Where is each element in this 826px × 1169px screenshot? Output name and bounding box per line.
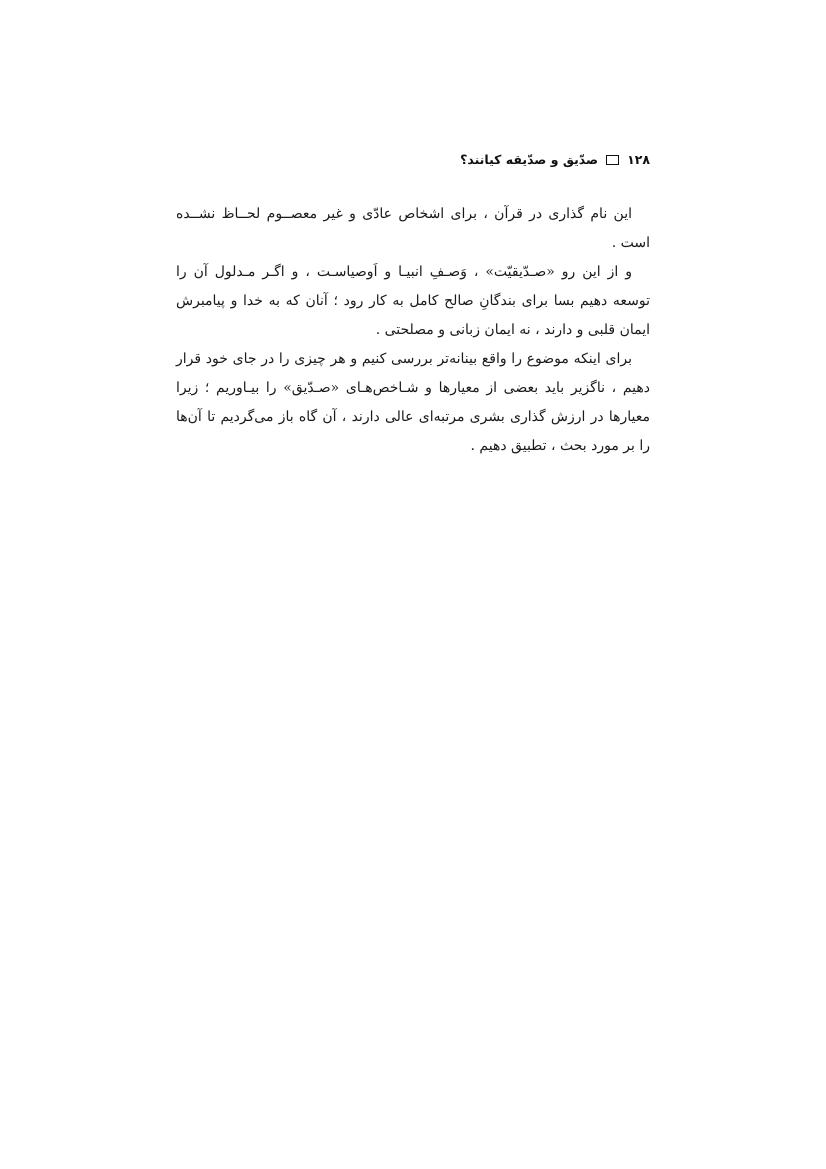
page-number: ۱۲۸: [627, 152, 650, 167]
running-header-title: صدّیق و صدّیقه کیانند؟: [460, 152, 599, 167]
paragraph-2: و از این رو «صـدّیقیّت» ، وَصـفِ انبیـا و اَوصیاسـت ، و اگـر مـدلول آن را توسعه دهیم بسا برای بندگانِ صالح کامل به کار رود ؛ آنان که به خدا و پیامبرش ایمان قلبی و دارند ، نه ایمان زبانی و مصلحتی .: [176, 264, 650, 338]
paragraph-3: برای اینکه موضوع را واقع بینانه‌تر بررسی کنیم و هر چیزی را در جای خود قرار دهیم ، ناگزیر باید بعضی از معیارها و شـاخص‌هـای «صـدّیق» را بیـاوریم ؛ زیرا معیارها در ارزش گذاری بشری مرتبه‌ای عالی دارند ، آن گاه باز می‌گردیم تا آن‌ها را بر مورد بحث ، تطبیق دهیم .: [176, 351, 650, 454]
running-header: [176, 152, 650, 168]
square-outline-icon: [606, 155, 619, 165]
paragraph-1: این نام گذاری در قرآن ، برای اشخاص عادّی و غیر معصــوم لحــاظ نشــده است .: [176, 206, 650, 251]
body-text: [176, 200, 650, 461]
